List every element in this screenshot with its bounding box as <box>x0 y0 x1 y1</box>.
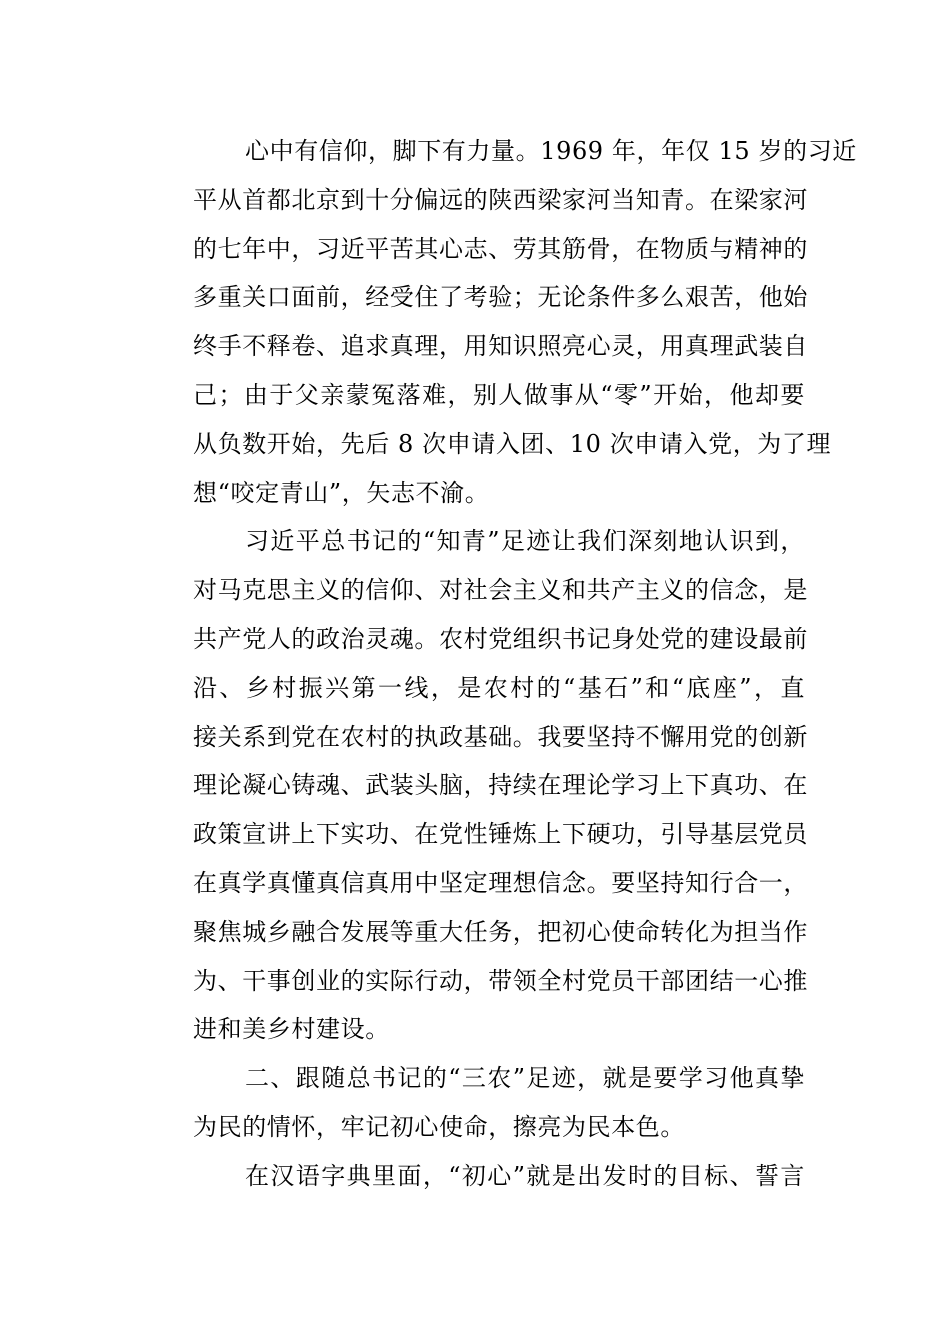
text-line: 在真学真懂真信真用中坚定理想信念。要坚持知行合一， <box>193 868 808 897</box>
paragraph-4 <box>145 1152 805 1201</box>
text-line: 沿、乡村振兴第一线，是农村的“基石”和“底座”，直 <box>193 673 805 702</box>
text-line: 想“咬定青山”，矢志不渝。 <box>193 478 490 507</box>
text-line: 二、跟随总书记的“三农”足迹，就是要学习他真挚 <box>245 1064 805 1093</box>
text-line: 己；由于父亲蒙冤落难，别人做事从“零”开始，他却要 <box>193 380 805 409</box>
text-line: 进和美乡村建设。 <box>193 1015 390 1044</box>
paragraph-1 <box>145 127 857 517</box>
text-line: 从负数开始，先后 8 次申请入团、10 次申请入党，为了理 <box>193 429 832 458</box>
text-line: 终手不释卷、追求真理，用知识照亮心灵，用真理武装自 <box>193 332 808 361</box>
text-line: 多重关口面前，经受住了考验；无论条件多么艰苦，他始 <box>193 283 808 312</box>
paragraph-2 <box>145 517 808 1054</box>
text-line: 习近平总书记的“知青”足迹让我们深刻地认识到， <box>245 527 805 556</box>
text-line: 在汉语字典里面，“初心”就是出发时的目标、誓言 <box>245 1161 805 1190</box>
text-line: 为、干事创业的实际行动，带领全村党员干部团结一心推 <box>193 966 808 995</box>
text-line: 对马克思主义的信仰、对社会主义和共产主义的信念，是 <box>193 576 808 605</box>
text-line: 平从首都北京到十分偏远的陕西梁家河当知青。在梁家河 <box>193 185 808 214</box>
text-line: 共产党人的政治灵魂。农村党组织书记身处党的建设最前 <box>193 624 808 653</box>
text-line: 的七年中，习近平苦其心志、劳其筋骨，在物质与精神的 <box>193 234 808 263</box>
text-line: 接关系到党在农村的执政基础。我要坚持不懈用党的创新 <box>193 722 808 751</box>
text-line: 聚焦城乡融合发展等重大任务，把初心使命转化为担当作 <box>193 917 808 946</box>
text-line: 政策宣讲上下实功、在党性锤炼上下硬功，引导基层党员 <box>193 820 808 849</box>
text-line: 心中有信仰，脚下有力量。1969 年，年仅 15 岁的习近 <box>245 137 857 165</box>
text-line: 为民的情怀，牢记初心使命，擦亮为民本色。 <box>193 1112 685 1141</box>
text-line: 理论凝心铸魂、武装头脑，持续在理论学习上下真功、在 <box>193 771 808 800</box>
paragraph-3 <box>145 1054 805 1152</box>
document-page <box>145 127 857 1201</box>
